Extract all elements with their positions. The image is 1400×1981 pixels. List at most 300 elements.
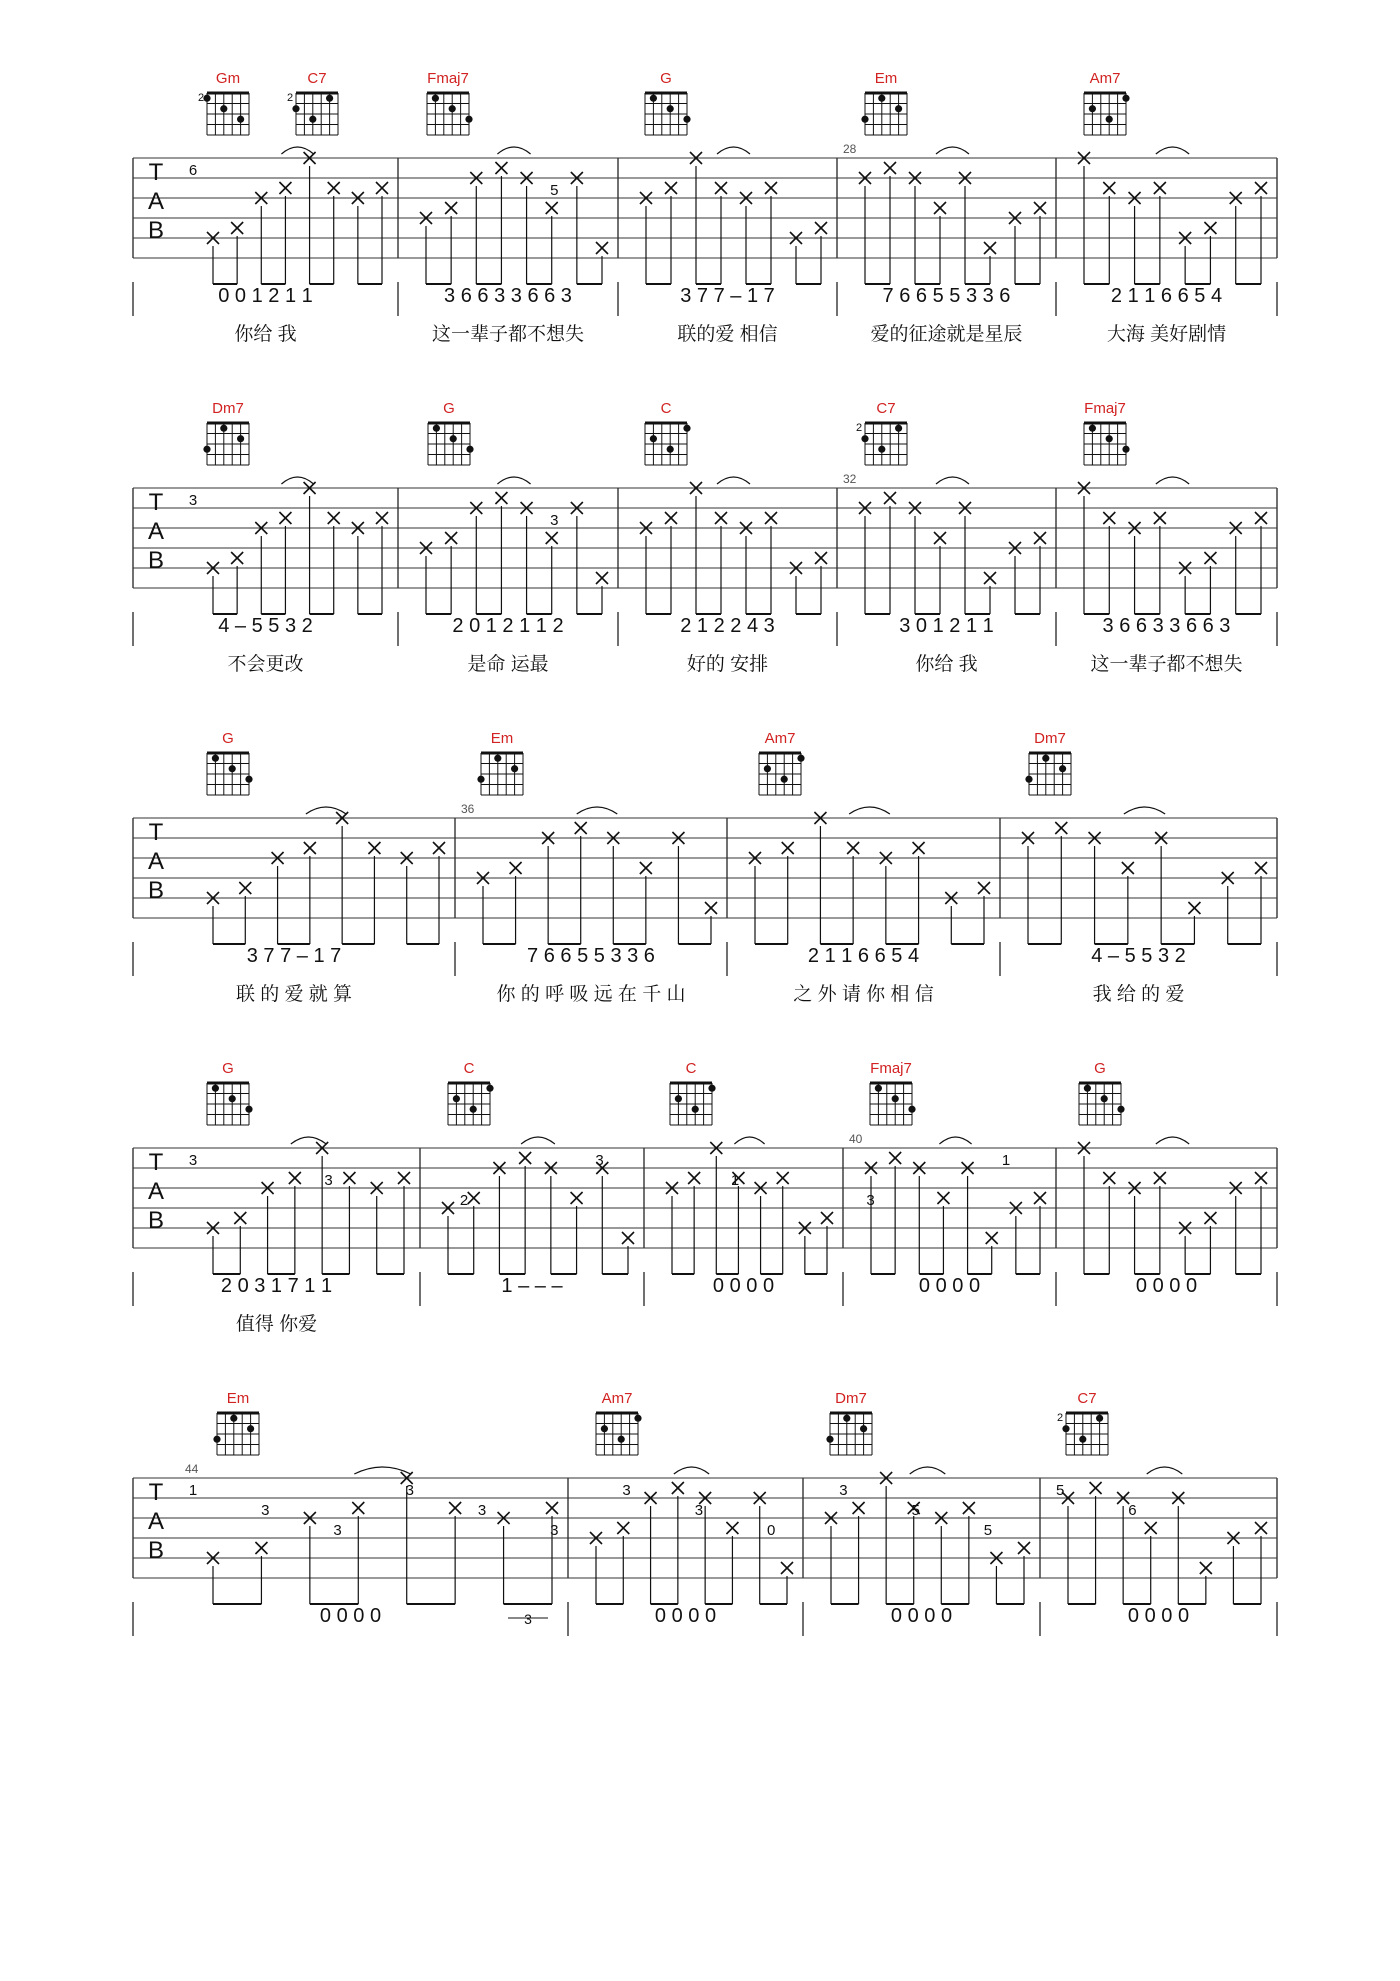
tab-x-note: [1154, 182, 1166, 194]
chord-diagram: [203, 400, 249, 465]
tab-x-note: [1103, 182, 1115, 194]
finger-dot: [878, 446, 885, 453]
chord-name: Em: [490, 730, 514, 747]
lyric-line: 爱的征途就是星辰: [870, 324, 1023, 345]
numbered-notation: 2 1 1 6 6 5 4: [807, 945, 920, 967]
chord-name: Dm7: [835, 1390, 867, 1407]
tab-fret-number: 3: [694, 1502, 704, 1519]
finger-dot: [450, 435, 457, 442]
tab-clef-a: A: [147, 518, 165, 545]
tab-x-note: [304, 842, 316, 854]
tab-x-note: [978, 882, 990, 894]
tab-x-note: [575, 822, 587, 834]
finger-dot: [1117, 1106, 1124, 1113]
finger-dot: [245, 1106, 252, 1113]
finger-dot: [1106, 116, 1113, 123]
finger-dot: [309, 116, 316, 123]
finger-dot: [908, 1106, 915, 1113]
tab-x-note: [239, 882, 251, 894]
finger-dot: [1062, 1425, 1069, 1432]
numbered-notation: 2 0 1 2 1 1 2: [452, 615, 564, 637]
lyric-line: 我 给 的 爱: [1092, 984, 1185, 1005]
finger-dot: [692, 1106, 699, 1113]
tie: [577, 807, 618, 814]
tab-fret-number: 3: [333, 1522, 342, 1539]
chord-diagram: [1057, 1390, 1108, 1455]
finger-dot: [1025, 776, 1032, 783]
tab-fret-number: 3: [866, 1192, 875, 1209]
tab-x-note: [398, 1172, 410, 1184]
chord-diagram: [1084, 400, 1130, 465]
tab-fret-number: 1: [188, 1482, 198, 1499]
tie: [291, 1137, 326, 1144]
tab-clef-b: B: [147, 1537, 165, 1564]
tab-x-note: [1145, 1522, 1157, 1534]
tab-fret-number: 3: [261, 1502, 270, 1519]
chord-name: Em: [874, 70, 898, 87]
lyric-line: 你给 我: [234, 324, 297, 345]
numbered-notation: 3 6 6 3 3 6 6 3: [1102, 615, 1231, 637]
numbered-notation: 0 0 0 0: [1127, 1605, 1190, 1627]
tab-x-note: [1154, 1172, 1166, 1184]
fret-number: 2: [1056, 1412, 1064, 1424]
tab-clef-b: B: [147, 547, 165, 574]
finger-dot: [892, 1095, 899, 1102]
tie: [1156, 147, 1189, 154]
finger-dot: [618, 1436, 625, 1443]
chord-name: C7: [876, 400, 896, 417]
finger-dot: [511, 765, 518, 772]
numbered-notation: 0 0 0 0: [712, 1275, 775, 1297]
tab-x-note: [231, 552, 243, 564]
tab-x-note: [1255, 862, 1267, 874]
finger-dot: [220, 105, 227, 112]
chord-name: G: [660, 70, 672, 87]
tab-x-note: [884, 162, 896, 174]
chord-name: G: [222, 730, 234, 747]
tab-x-note: [1204, 1212, 1216, 1224]
tab-x-note: [352, 1502, 364, 1514]
tab-x-note: [376, 182, 388, 194]
chord-diagram: [207, 730, 253, 795]
tab-x-note: [1090, 1482, 1102, 1494]
tab-x-note: [1034, 532, 1046, 544]
chord-diagram: [645, 400, 691, 465]
finger-dot: [1122, 446, 1129, 453]
numbered-notation: 1 – – –: [501, 1275, 563, 1297]
finger-dot: [878, 95, 885, 102]
numbered-notation: 0 0 0 0: [319, 1605, 382, 1627]
finger-dot: [449, 105, 456, 112]
finger-dot: [433, 425, 440, 432]
tab-clef-t: T: [148, 489, 164, 516]
tab-x-note: [1122, 862, 1134, 874]
tie: [1147, 1467, 1183, 1474]
lyric-line: 不会更改: [227, 654, 304, 675]
tab-fret-number: 3: [324, 1172, 333, 1189]
finger-dot: [667, 105, 674, 112]
tab-x-note: [1103, 1172, 1115, 1184]
tab-x-note: [289, 1172, 301, 1184]
finger-dot: [203, 446, 210, 453]
chord-diagram: [856, 400, 907, 465]
lyric-line: 好的 安排: [686, 654, 769, 675]
fret-number: 2: [855, 422, 863, 434]
chord-name: C7: [1077, 1390, 1097, 1407]
tab-x-note: [1188, 902, 1200, 914]
finger-dot: [220, 425, 227, 432]
tab-clef-a: A: [147, 1508, 165, 1535]
tab-clef-t: T: [148, 159, 164, 186]
tab-x-note: [376, 512, 388, 524]
tab-x-note: [726, 1522, 738, 1534]
finger-dot: [465, 116, 472, 123]
finger-dot: [1096, 1415, 1103, 1422]
lyric-line: 你 的 呼 吸 远 在 千 山: [496, 984, 686, 1005]
finger-dot: [494, 755, 501, 762]
chord-diagram: [1079, 1060, 1125, 1125]
finger-dot: [1059, 765, 1066, 772]
tab-x-note: [1255, 1522, 1267, 1534]
tab-x-note: [328, 512, 340, 524]
tab-x-note: [495, 492, 507, 504]
tab-x-note: [847, 842, 859, 854]
chord-diagram: [428, 400, 474, 465]
tie: [521, 1137, 555, 1144]
numbered-notation: 0 0 0 0: [918, 1275, 981, 1297]
tab-x-note: [777, 1172, 789, 1184]
tab-fret-number: 3: [622, 1482, 631, 1499]
chord-name: Gm: [215, 70, 241, 87]
tab-fret-number: 3: [188, 492, 198, 509]
finger-dot: [601, 1425, 608, 1432]
lyric-line: 联 的 爱 就 算: [235, 984, 353, 1005]
finger-dot: [895, 425, 902, 432]
tab-x-note: [519, 1152, 531, 1164]
tab-x-note: [1255, 1172, 1267, 1184]
lyric-line: 之 外 请 你 相 信: [793, 984, 934, 1005]
tab-x-note: [765, 512, 777, 524]
tab-fret-number: 5: [1056, 1482, 1065, 1499]
chord-name: Dm7: [1034, 730, 1066, 747]
chord-name: Am7: [764, 730, 796, 747]
fret-number: 2: [197, 92, 205, 104]
tab-clef-a: A: [147, 848, 165, 875]
tab-clef-b: B: [147, 877, 165, 904]
finger-dot: [650, 95, 657, 102]
tab-x-note: [468, 1192, 480, 1204]
finger-dot: [1101, 1095, 1108, 1102]
tab-x-note: [984, 242, 996, 254]
tab-x-note: [546, 1502, 558, 1514]
tab-fret-number: 3: [550, 512, 559, 529]
tab-clef-b: B: [147, 217, 165, 244]
measure-number: 36: [461, 802, 475, 816]
finger-dot: [650, 435, 657, 442]
tab-x-note: [617, 1522, 629, 1534]
tab-x-note: [231, 222, 243, 234]
finger-dot: [470, 1106, 477, 1113]
finger-dot: [764, 765, 771, 772]
tie: [497, 477, 530, 484]
chord-name: Dm7: [212, 400, 244, 417]
lyric-line: 这一辈子都不想失: [1090, 654, 1243, 675]
finger-dot: [1079, 1436, 1086, 1443]
chord-diagram: [759, 730, 805, 795]
tab-fret-number: 6: [1128, 1502, 1137, 1519]
tie: [939, 1137, 971, 1144]
tab-x-note: [889, 1152, 901, 1164]
finger-dot: [292, 105, 299, 112]
tab-x-note: [1034, 1192, 1046, 1204]
tab-x-note: [1103, 512, 1115, 524]
finger-dot: [203, 95, 210, 102]
tie: [1156, 477, 1189, 484]
chord-name: G: [1094, 1060, 1106, 1077]
tab-x-note: [986, 1232, 998, 1244]
tab-x-note: [705, 902, 717, 914]
numbered-notation: 0 0 0 0: [654, 1605, 717, 1627]
tab-fret-number: 3: [550, 1522, 559, 1539]
tie: [936, 147, 969, 154]
chord-name: Fmaj7: [427, 70, 469, 87]
measure-number: 44: [185, 1462, 199, 1476]
finger-dot: [875, 1085, 882, 1092]
finger-dot: [213, 1436, 220, 1443]
finger-dot: [229, 1095, 236, 1102]
tab-fret-number: 1: [1001, 1152, 1011, 1169]
tie: [281, 147, 313, 154]
finger-dot: [1089, 425, 1096, 432]
numbered-notation: 3 6 6 3 3 6 6 3: [444, 285, 572, 307]
tab-clef-b: B: [147, 1207, 165, 1234]
tab-x-note: [546, 532, 558, 544]
chord-diagram: [448, 1060, 494, 1125]
tab-x-note: [782, 842, 794, 854]
tab-x-note: [433, 842, 445, 854]
chord-name: C7: [307, 70, 327, 87]
finger-dot: [212, 1085, 219, 1092]
lyric-line: 值得 你爱: [235, 1314, 318, 1335]
tab-x-note: [815, 222, 827, 234]
chord-name: G: [222, 1060, 234, 1077]
finger-dot: [230, 1415, 237, 1422]
tab-x-note: [510, 862, 522, 874]
tab-x-note: [1018, 1542, 1030, 1554]
tie: [497, 147, 530, 154]
lyric-line: 是命 运最: [467, 654, 549, 675]
tab-x-note: [1255, 512, 1267, 524]
finger-dot: [683, 116, 690, 123]
finger-dot: [432, 95, 439, 102]
finger-dot: [326, 95, 333, 102]
tab-x-note: [445, 532, 457, 544]
tab-x-note: [1154, 512, 1166, 524]
finger-dot: [466, 446, 473, 453]
tab-x-note: [279, 512, 291, 524]
tab-x-note: [934, 532, 946, 544]
finger-dot: [1089, 105, 1096, 112]
tie: [849, 807, 890, 814]
tie: [717, 147, 750, 154]
finger-dot: [826, 1436, 833, 1443]
lyric-line: 大海 美好剧情: [1106, 324, 1227, 345]
chord-name: Fmaj7: [1084, 400, 1126, 417]
tab-x-note: [937, 1192, 949, 1204]
finger-dot: [212, 755, 219, 762]
tab-x-note: [1034, 202, 1046, 214]
finger-dot: [247, 1425, 254, 1432]
lyric-line: 联的爱 相信: [677, 324, 778, 345]
tab-fret-number: 5: [911, 1502, 920, 1519]
numbered-notation: 7 6 6 5 5 3 3 6: [527, 945, 655, 967]
chord-name: G: [443, 400, 455, 417]
finger-dot: [861, 116, 868, 123]
numbered-notation: 0 0 1 2 1 1: [218, 285, 313, 307]
finger-dot: [675, 1095, 682, 1102]
tie: [1156, 1137, 1189, 1144]
chord-diagram: [826, 1390, 872, 1455]
tab-fret-number: 3: [405, 1482, 414, 1499]
tab-fret-number: 3: [188, 1152, 198, 1169]
finger-dot: [861, 435, 868, 442]
finger-dot: [895, 105, 902, 112]
tab-x-note: [622, 1232, 634, 1244]
finger-dot: [1106, 435, 1113, 442]
tab-x-note: [596, 242, 608, 254]
tie: [910, 1467, 946, 1474]
finger-dot: [797, 755, 804, 762]
numbered-notation: 3 0 1 2 1 1: [899, 615, 994, 637]
finger-dot: [486, 1085, 493, 1092]
chord-name: Am7: [1089, 70, 1121, 87]
numbered-notation: 2 0 3 1 7 1 1: [220, 1275, 333, 1297]
chord-name: C: [660, 400, 672, 417]
numbered-notation: 2 1 2 2 4 3: [680, 615, 775, 637]
lyric-line: 你给 我: [915, 654, 978, 675]
finger-dot: [245, 776, 252, 783]
finger-dot: [229, 765, 236, 772]
tab-fret-number: 3: [477, 1502, 487, 1519]
tab-x-note: [913, 842, 925, 854]
chord-diagram: [477, 730, 523, 795]
tab-x-note: [1055, 822, 1067, 834]
tab-x-note: [672, 1482, 684, 1494]
chord-name: C: [685, 1060, 697, 1077]
chord-diagram: [596, 1390, 642, 1455]
chord-diagram: [1025, 730, 1071, 795]
finger-dot: [453, 1095, 460, 1102]
chord-name: Fmaj7: [870, 1060, 912, 1077]
tab-x-note: [884, 492, 896, 504]
tab-x-note: [368, 842, 380, 854]
chord-diagram: [213, 1390, 259, 1455]
tab-clef-t: T: [148, 1479, 164, 1506]
chord-diagram: [1084, 70, 1130, 135]
chord-name: C: [463, 1060, 475, 1077]
tab-fret-number: 5: [983, 1522, 993, 1539]
finger-dot: [667, 446, 674, 453]
finger-dot: [1084, 1085, 1091, 1092]
tie: [734, 1137, 764, 1144]
numbered-notation: 4 – 5 5 3 2: [218, 615, 313, 637]
tab-x-note: [279, 182, 291, 194]
tab-x-note: [328, 182, 340, 194]
tab-x-note: [765, 182, 777, 194]
tab-x-note: [821, 1212, 833, 1224]
numbered-notation: 0 0 0 0: [890, 1605, 953, 1627]
chord-diagram: [287, 70, 338, 135]
tab-x-note: [234, 1212, 246, 1224]
tab-x-note: [449, 1502, 461, 1514]
chord-diagram: [870, 1060, 916, 1125]
numbered-notation: 2 1 1 6 6 5 4: [1110, 285, 1223, 307]
tab-x-note: [640, 862, 652, 874]
tie: [281, 477, 313, 484]
tab-x-note: [495, 162, 507, 174]
tie: [674, 1467, 709, 1474]
tab-clef-a: A: [147, 1178, 165, 1205]
tab-x-note: [1204, 552, 1216, 564]
tab-x-note: [715, 512, 727, 524]
tab-x-note: [255, 1542, 267, 1554]
chord-diagram: [670, 1060, 716, 1125]
finger-dot: [683, 425, 690, 432]
tie: [936, 477, 969, 484]
tab-x-note: [984, 572, 996, 584]
chord-name: Em: [226, 1390, 250, 1407]
tie: [1124, 807, 1165, 814]
tab-x-note: [546, 202, 558, 214]
tab-x-note: [1200, 1562, 1212, 1574]
tab-fret-number: 2: [459, 1192, 469, 1209]
tab-fret-number: 1: [730, 1172, 740, 1189]
measure-number: 32: [843, 472, 857, 486]
tab-fret-number: 5: [550, 182, 559, 199]
numbered-notation: 4 – 5 5 3 2: [1091, 945, 1186, 967]
measure-number: 28: [843, 142, 857, 156]
tab-x-note: [1255, 182, 1267, 194]
finger-dot: [634, 1415, 641, 1422]
numbered-notation: 3 7 7 – 1 7: [246, 945, 342, 967]
tie: [306, 807, 346, 814]
tab-clef-t: T: [148, 819, 164, 846]
tab-x-note: [571, 1192, 583, 1204]
finger-dot: [781, 776, 788, 783]
tab-x-note: [715, 182, 727, 194]
tab-x-note: [343, 1172, 355, 1184]
tab-x-note: [1204, 222, 1216, 234]
chord-diagram: [645, 70, 691, 135]
finger-dot: [708, 1085, 715, 1092]
tab-fret-number: 0: [766, 1522, 776, 1539]
tab-x-note: [963, 1502, 975, 1514]
chord-diagram: [198, 70, 249, 135]
tab-x-note: [596, 572, 608, 584]
finger-dot: [843, 1415, 850, 1422]
chord-name: Am7: [601, 1390, 633, 1407]
finger-dot: [1122, 95, 1129, 102]
tab-x-note: [934, 202, 946, 214]
lyric-line: 这一辈子都不想失: [431, 324, 585, 345]
tab-x-note: [665, 182, 677, 194]
chord-diagram: [207, 1060, 253, 1125]
chord-diagram: [427, 70, 473, 135]
tab-x-note: [445, 202, 457, 214]
fret-number: 2: [286, 92, 294, 104]
finger-dot: [477, 776, 484, 783]
tuplet-number: 3: [524, 1611, 532, 1627]
